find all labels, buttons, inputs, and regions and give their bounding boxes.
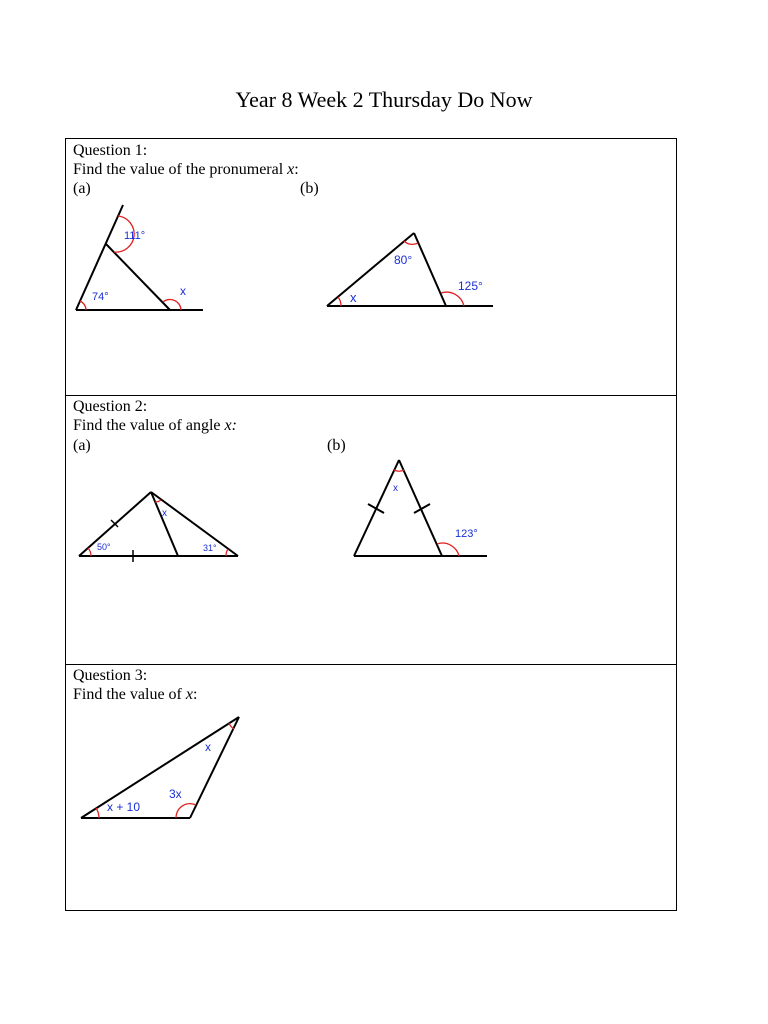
- question-heading: Question 2:: [73, 398, 148, 415]
- question-heading: Question 1:: [73, 142, 148, 159]
- page-title: Year 8 Week 2 Thursday Do Now: [235, 87, 533, 112]
- question-prompt: Find the value of x:: [73, 686, 198, 703]
- worksheet-table: [65, 138, 677, 911]
- question-prompt: Find the value of angle x:: [73, 417, 237, 434]
- triangle-diagram-q1b: [66, 139, 506, 339]
- angle-label: 3x: [169, 787, 182, 801]
- question-1: [66, 139, 676, 396]
- angle-label: x: [162, 508, 167, 519]
- angle-label: x + 10: [107, 800, 141, 814]
- question-heading: Question 3:: [73, 667, 148, 684]
- question-prompt: Find the value of the pronumeral x:: [73, 161, 299, 178]
- angle-label: 123°: [455, 528, 478, 540]
- angle-label: 74°: [92, 291, 109, 303]
- triangle-diagram-q3: [66, 665, 266, 865]
- angle-label: 50°: [97, 542, 111, 552]
- angle-label: 31°: [203, 543, 217, 553]
- angle-label: x: [350, 290, 357, 305]
- angle-label: 80°: [394, 253, 413, 267]
- triangle-diagram-q2b: [66, 396, 506, 596]
- angle-label: x: [180, 284, 186, 298]
- question-3: [66, 665, 676, 912]
- angle-label: x: [393, 483, 398, 494]
- part-label-a: (a): [73, 180, 91, 197]
- part-label-b: (b): [327, 437, 346, 454]
- angle-label: 125°: [458, 279, 483, 293]
- question-2: [66, 396, 676, 665]
- angle-label: x: [205, 740, 211, 754]
- part-label-b: (b): [300, 180, 319, 197]
- angle-label: 111°: [124, 230, 146, 242]
- part-label-a: (a): [73, 437, 91, 454]
